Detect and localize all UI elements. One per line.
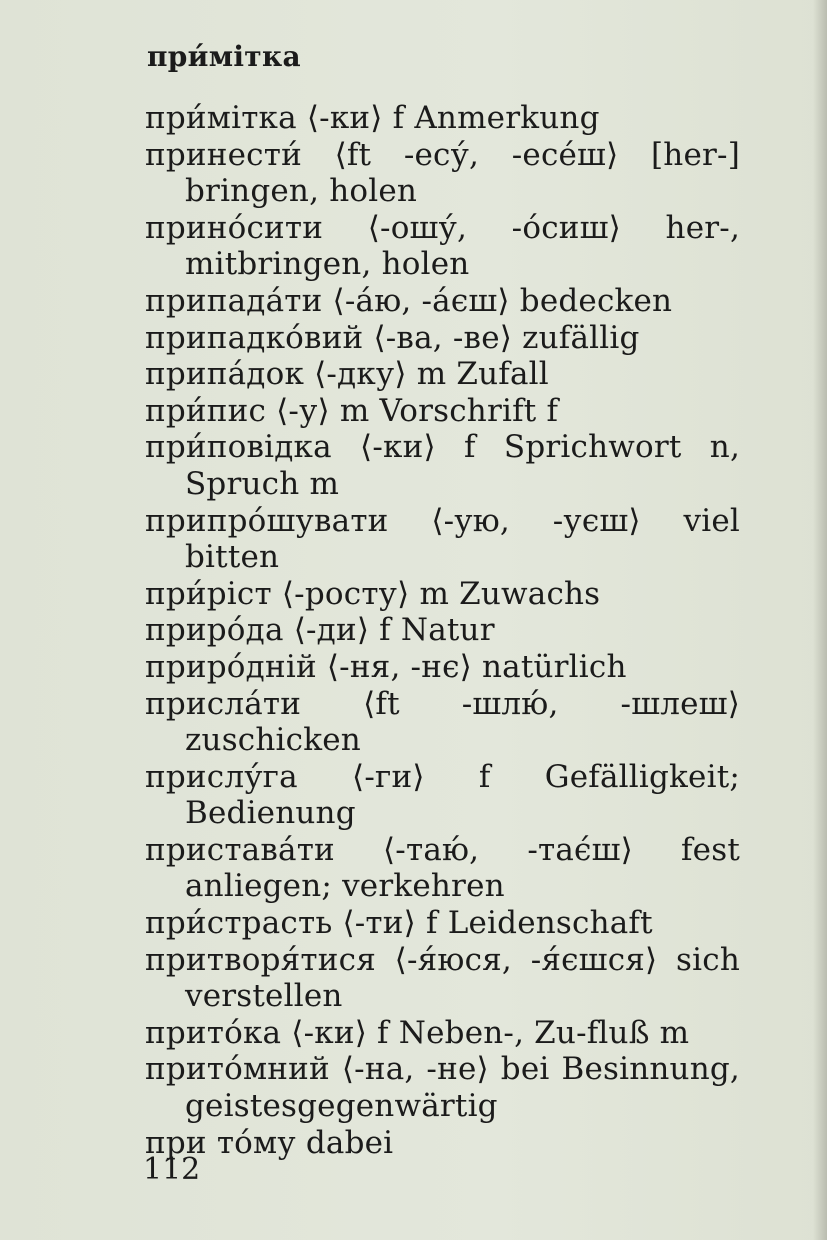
page-edge-shadow [813,0,827,1240]
dictionary-entry: пристава́ти ⟨-таю́, -тає́ш⟩ fest anliegen; verkehren [145,831,740,905]
dictionary-entry: принести́ ⟨ft -есу́, -есе́ш⟩ [her-] bringen, holen [145,136,740,210]
dictionary-entry: припа́док ⟨-дку⟩ m Zufall [145,356,549,393]
dictionary-entry: припро́шувати ⟨-ую, -уєш⟩ viel bitten [145,502,740,576]
dictionary-entry: припадко́вий ⟨-ва, -ве⟩ zufällig [145,319,640,356]
dictionary-entry: прислу́га ⟨-ги⟩ f Gefälligkeit; Bedienung [145,758,740,832]
dictionary-entries [145,100,740,1161]
running-header: при́мітка [147,40,301,73]
dictionary-entry: при́повідка ⟨-ки⟩ f Sprichwort n, Spruch m [145,429,740,502]
dictionary-entry: при то́му dabei [145,1124,394,1161]
dictionary-entry: приро́да ⟨-ди⟩ f Natur [145,612,495,649]
dictionary-entry: прито́мний ⟨-на, -не⟩ bei Besinnung, geistesgegenwärtig [145,1051,740,1125]
dictionary-entry: прино́сити ⟨-ошу́, -о́сиш⟩ her-, mitbringen, holen [145,209,740,283]
dictionary-entry: при́мітка ⟨-ки⟩ f Anmerkung [145,100,600,136]
dictionary-entry: притворя́тися ⟨-я́юся, -я́єшся⟩ sich verstellen [145,941,740,1015]
dictionary-entry: при́страсть ⟨-ти⟩ f Leidenschaft [145,905,653,942]
dictionary-entry: при́пис ⟨-у⟩ m Vorschrift f [145,392,559,429]
dictionary-entry: при́ріст ⟨-росту⟩ m Zuwachs [145,575,601,612]
dictionary-entry: припада́ти ⟨-а́ю, -а́єш⟩ bedecken [145,282,673,319]
dictionary-entry: присла́ти ⟨ft -шлю́, -шлеш⟩ zuschicken [145,685,740,759]
dictionary-entry: приро́дній ⟨-ня, -нє⟩ natürlich [145,648,627,685]
page-number: 112 [143,1152,201,1187]
dictionary-entry: прито́ка ⟨-ки⟩ f Neben-, Zu-fluß m [145,1014,690,1051]
